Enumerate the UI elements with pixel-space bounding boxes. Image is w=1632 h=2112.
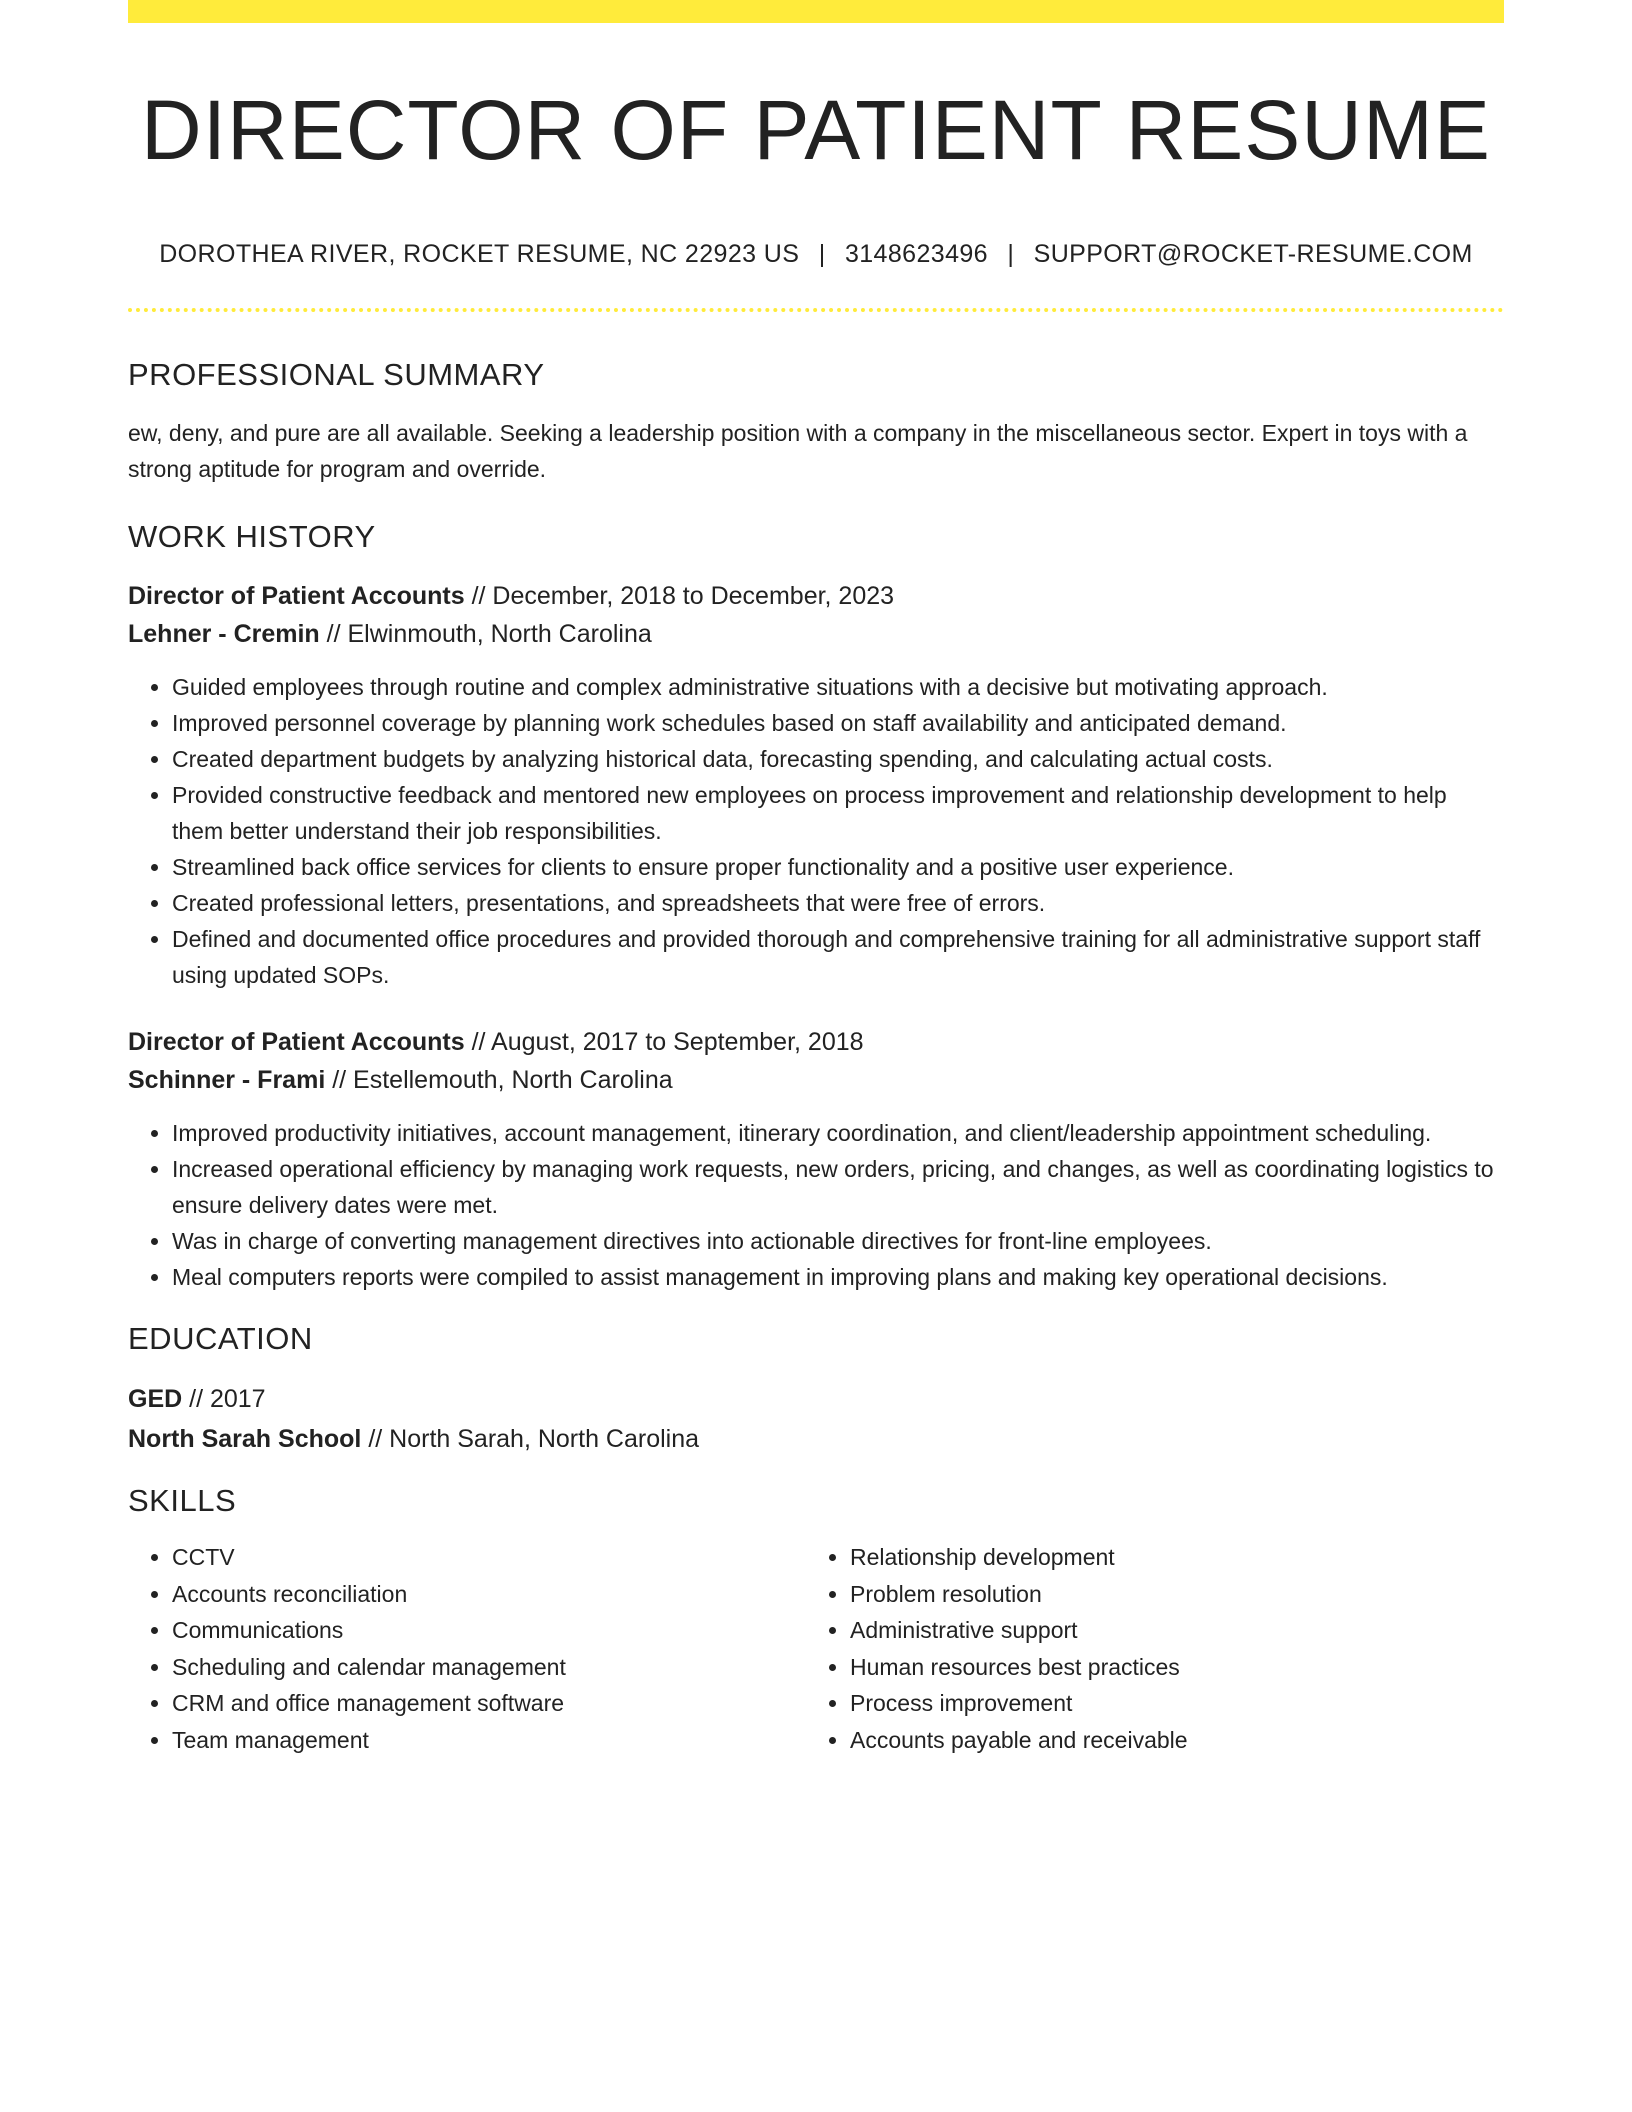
job-entry [128,577,1504,993]
job-bullet: • Provided constructive feedback and mentored new employees on process improvement and relationship development to help them better understand their job responsibilities. [172,777,1504,849]
education-school: North Sarah School [128,1425,362,1453]
job-company-line [128,615,1504,653]
skill-item: • Relationship development [850,1539,1484,1576]
skills-column-left [128,1539,806,1758]
job-title: Director of Patient Accounts [128,582,465,610]
skill-item: • Process improvement [850,1685,1484,1722]
education-degree-line [128,1379,1504,1419]
skills-grid [128,1539,1504,1758]
skill-item: • Communications [172,1612,806,1649]
summary-text: ew, deny, and pure are all available. Seeking a leadership position with a company in the miscellaneous sector. Expert in toys with a strong aptitude for program and override. [128,420,1468,482]
job-company: Lehner - Cremin [128,620,320,648]
job-entry [128,1023,1504,1295]
job-bullet: • Was in charge of converting management directives into actionable directives for front-line employees. [172,1223,1504,1259]
skill-item: • Human resources best practices [850,1649,1484,1686]
education-heading: EDUCATION [128,1321,313,1356]
job-location: // Estellemouth, North Carolina [325,1066,673,1094]
education-school-line [128,1419,1504,1459]
contact-separator: | [818,240,826,268]
job-bullet: • Created professional letters, presentations, and spreadsheets that were free of errors. [172,885,1504,921]
contact-line [128,238,1504,270]
education-degree: GED [128,1385,183,1413]
job-bullet: • Increased operational efficiency by managing work requests, new orders, pricing, and changes, as well as coordinating logistics to ensure delivery dates were met. [172,1151,1504,1223]
dotted-divider [128,308,1504,312]
work-history-heading: WORK HISTORY [128,519,376,554]
skill-item: • Scheduling and calendar management [172,1649,806,1686]
job-title-line [128,1023,1504,1061]
job-bullet: • Improved personnel coverage by planning work schedules based on staff availability and anticipated demand. [172,705,1504,741]
contact-email: SUPPORT@ROCKET-RESUME.COM [1033,240,1473,268]
skills-heading: SKILLS [128,1483,237,1518]
skill-item: • CCTV [172,1539,806,1576]
job-location: // Elwinmouth, North Carolina [319,620,652,648]
skill-item: • Administrative support [850,1612,1484,1649]
job-bullet: • Created department budgets by analyzing historical data, forecasting spending, and calculating actual costs. [172,741,1504,777]
resume-title: DIRECTOR OF PATIENT RESUME [141,83,1491,177]
job-bullets [128,1115,1504,1295]
job-bullet: • Improved productivity initiatives, account management, itinerary coordination, and client/leadership appointment scheduling. [172,1115,1504,1151]
job-bullet: • Streamlined back office services for clients to ensure proper functionality and a positive user experience. [172,849,1504,885]
job-bullet: • Defined and documented office procedures and provided thorough and comprehensive training for all administrative support staff using updated SOPs. [172,921,1504,993]
job-title-line [128,577,1504,615]
skill-item: • Problem resolution [850,1576,1484,1613]
skill-item: • Team management [172,1722,806,1759]
job-bullet: • Meal computers reports were compiled to assist management in improving plans and making key operational decisions. [172,1259,1504,1295]
resume-content [128,0,1504,1758]
job-bullet: • Guided employees through routine and complex administrative situations with a decisive but motivating approach. [172,669,1504,705]
contact-address: DOROTHEA RIVER, ROCKET RESUME, NC 22923 US [159,240,800,268]
job-title: Director of Patient Accounts [128,1028,465,1056]
skill-item: • CRM and office management software [172,1685,806,1722]
education-year: // 2017 [182,1385,266,1413]
job-bullets [128,669,1504,993]
job-dates: // December, 2018 to December, 2023 [464,582,895,610]
job-company: Schinner - Frami [128,1066,326,1094]
skills-column-right [806,1539,1484,1758]
skill-item: • Accounts reconciliation [172,1576,806,1613]
job-company-line [128,1061,1504,1099]
contact-separator: | [1007,240,1015,268]
education-location: // North Sarah, North Carolina [361,1425,700,1453]
job-dates: // August, 2017 to September, 2018 [464,1028,864,1056]
skill-item: • Accounts payable and receivable [850,1722,1484,1759]
contact-phone: 3148623496 [844,240,988,268]
summary-heading: PROFESSIONAL SUMMARY [128,357,545,392]
